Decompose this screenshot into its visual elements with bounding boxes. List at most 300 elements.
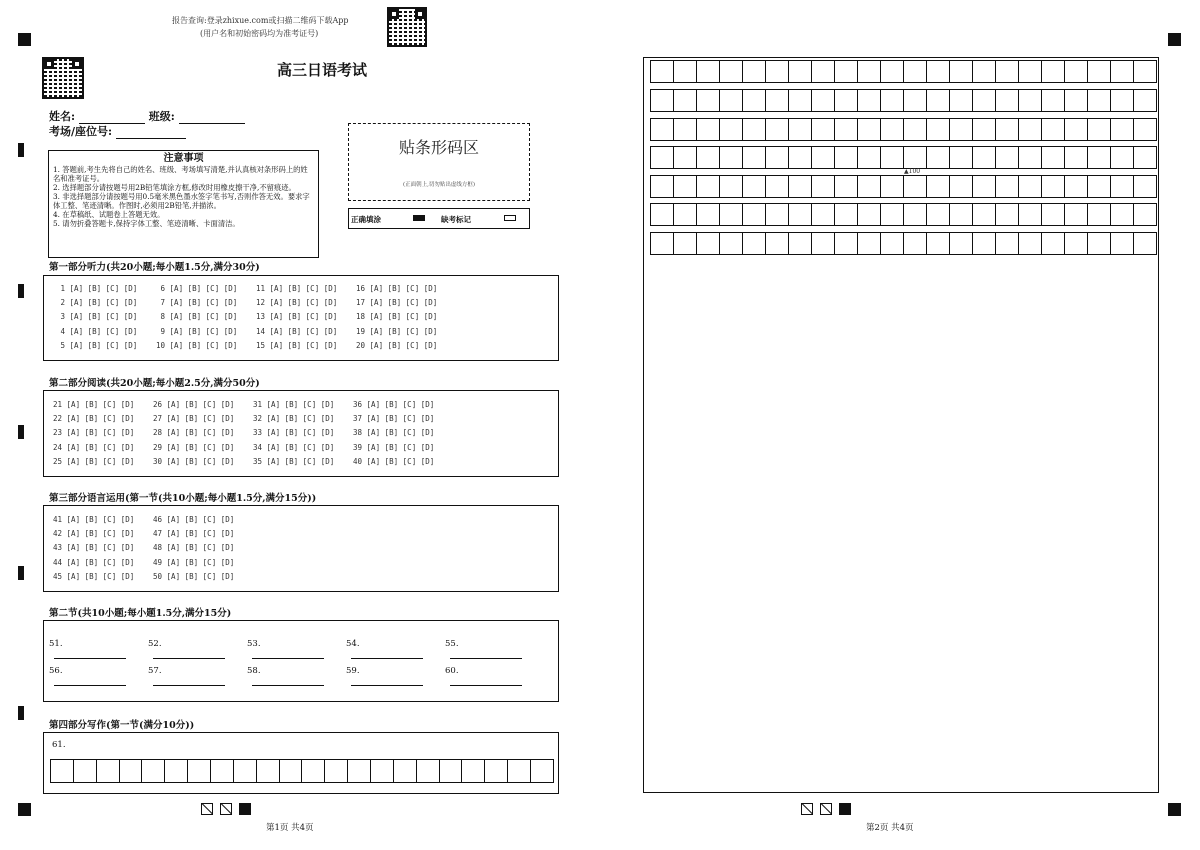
writing-cell[interactable] xyxy=(1019,61,1042,82)
writing-cell[interactable] xyxy=(720,119,743,140)
writing-cell[interactable] xyxy=(743,90,766,111)
question-9-options[interactable]: 9 [A] [B] [C] [D] xyxy=(156,326,238,336)
blank-label: 57. xyxy=(148,666,162,676)
writing-cell[interactable] xyxy=(835,204,858,225)
blank-57 xyxy=(148,666,225,686)
absent-mark-box[interactable] xyxy=(504,215,516,221)
question-29-options[interactable]: 29 [A] [B] [C] [D] xyxy=(153,442,235,452)
question-18-options[interactable]: 18 [A] [B] [C] [D] xyxy=(356,312,438,322)
writing-cell[interactable] xyxy=(211,760,234,782)
writing-cell[interactable] xyxy=(789,90,812,111)
question-35-options[interactable]: 35 [A] [B] [C] [D] xyxy=(253,456,335,466)
writing-cell[interactable] xyxy=(743,119,766,140)
writing-cell[interactable] xyxy=(973,204,996,225)
blank-field[interactable] xyxy=(450,676,522,686)
writing-cell[interactable] xyxy=(697,147,720,168)
page2-number: 第2页 共4页 xyxy=(866,823,914,833)
writing-cell[interactable] xyxy=(904,90,927,111)
writing-cell[interactable] xyxy=(766,204,789,225)
question-31-options[interactable]: 31 [A] [B] [C] [D] xyxy=(253,400,335,409)
writing-cell[interactable] xyxy=(1134,233,1156,254)
writing-cell[interactable] xyxy=(743,176,766,197)
writing-label: 61. xyxy=(52,740,66,750)
option-column xyxy=(53,400,153,466)
question-44-options[interactable]: 44 [A] [B] [C] [D] xyxy=(53,557,135,567)
writing-cell[interactable] xyxy=(51,760,74,782)
writing-cell[interactable] xyxy=(1065,204,1088,225)
part3-title: 第三部分语言运用(第一节(共10小题;每小题1.5分,满分15分)) xyxy=(49,493,317,504)
part3-options xyxy=(53,515,253,581)
writing-cell[interactable] xyxy=(325,760,348,782)
blank-label: 58. xyxy=(247,666,261,676)
writing-cell[interactable] xyxy=(508,760,531,782)
writing-cell[interactable] xyxy=(812,204,835,225)
blank-field[interactable] xyxy=(54,649,126,659)
writing-cell[interactable] xyxy=(904,119,927,140)
writing-cell[interactable] xyxy=(835,61,858,82)
writing-cell[interactable] xyxy=(1019,147,1042,168)
question-25-options[interactable]: 25 [A] [B] [C] [D] xyxy=(53,456,135,466)
writing-cell[interactable] xyxy=(996,147,1019,168)
writing-cell[interactable] xyxy=(1019,119,1042,140)
writing-cell[interactable] xyxy=(835,119,858,140)
correct-fill-sample xyxy=(413,215,425,221)
writing-cell[interactable] xyxy=(651,176,674,197)
writing-cell[interactable] xyxy=(835,233,858,254)
writing-cell[interactable] xyxy=(927,119,950,140)
writing-cell[interactable] xyxy=(651,233,674,254)
writing-cell[interactable] xyxy=(743,147,766,168)
writing-cell[interactable] xyxy=(674,61,697,82)
writing-cell[interactable] xyxy=(417,760,440,782)
writing-cell[interactable] xyxy=(835,90,858,111)
question-28-options[interactable]: 28 [A] [B] [C] [D] xyxy=(153,428,235,438)
writing-cell[interactable] xyxy=(858,176,881,197)
writing-cell[interactable] xyxy=(950,119,973,140)
writing-cell[interactable] xyxy=(1042,90,1065,111)
question-8-options[interactable]: 8 [A] [B] [C] [D] xyxy=(156,312,238,322)
question-43-options[interactable]: 43 [A] [B] [C] [D] xyxy=(53,543,135,553)
writing-cell[interactable] xyxy=(881,61,904,82)
writing-cell[interactable] xyxy=(996,90,1019,111)
timing-mark xyxy=(18,143,24,157)
writing-cell[interactable] xyxy=(651,119,674,140)
writing-cell[interactable] xyxy=(165,760,188,782)
exam-title: 高三日语考试 xyxy=(277,61,368,79)
writing-cell[interactable] xyxy=(950,147,973,168)
writing-cell[interactable] xyxy=(74,760,97,782)
question-20-options[interactable]: 20 [A] [B] [C] [D] xyxy=(356,340,438,350)
header-qr-code xyxy=(387,7,427,47)
writing-cell[interactable] xyxy=(1065,233,1088,254)
writing-cell[interactable] xyxy=(462,760,485,782)
writing-cell[interactable] xyxy=(394,760,417,782)
writing-cell[interactable] xyxy=(743,61,766,82)
writing-cell[interactable] xyxy=(996,233,1019,254)
writing-cell[interactable] xyxy=(1065,90,1088,111)
writing-cell[interactable] xyxy=(812,233,835,254)
writing-cell[interactable] xyxy=(697,90,720,111)
writing-cell[interactable] xyxy=(371,760,394,782)
question-24-options[interactable]: 24 [A] [B] [C] [D] xyxy=(53,442,135,452)
writing-cell[interactable] xyxy=(697,233,720,254)
writing-cell[interactable] xyxy=(996,61,1019,82)
writing-cell[interactable] xyxy=(996,204,1019,225)
question-3-options[interactable]: 3 [A] [B] [C] [D] xyxy=(56,312,138,322)
writing-cell[interactable] xyxy=(674,147,697,168)
question-12-options[interactable]: 12 [A] [B] [C] [D] xyxy=(256,298,338,308)
option-column xyxy=(153,515,253,581)
writing-cell[interactable] xyxy=(789,176,812,197)
writing-cell[interactable] xyxy=(858,204,881,225)
writing-cell[interactable] xyxy=(950,90,973,111)
writing-cell[interactable] xyxy=(302,760,325,782)
blank-51 xyxy=(49,639,126,659)
writing-cell[interactable] xyxy=(766,119,789,140)
question-37-options[interactable]: 37 [A] [B] [C] [D] xyxy=(353,414,435,424)
question-46-options[interactable]: 46 [A] [B] [C] [D] xyxy=(153,515,235,524)
writing-cell[interactable] xyxy=(927,204,950,225)
writing-cell[interactable] xyxy=(674,119,697,140)
writing-cell[interactable] xyxy=(1088,147,1111,168)
timing-mark xyxy=(18,706,24,720)
question-40-options[interactable]: 40 [A] [B] [C] [D] xyxy=(353,456,435,466)
grid-row xyxy=(650,118,1157,141)
notice-title: 注意事项 xyxy=(163,153,204,164)
report-query-line: 报告查询:登录zhixue.com或扫描二维码下载App xyxy=(172,16,349,25)
writing-cell[interactable] xyxy=(1088,119,1111,140)
writing-cell[interactable] xyxy=(1042,204,1065,225)
footer-mark-box xyxy=(201,803,213,815)
option-column xyxy=(253,400,353,466)
writing-cell[interactable] xyxy=(1042,61,1065,82)
writing-cell[interactable] xyxy=(904,176,927,197)
question-11-options[interactable]: 11 [A] [B] [C] [D] xyxy=(256,284,338,293)
blank-field[interactable] xyxy=(54,676,126,686)
writing-cell[interactable] xyxy=(950,176,973,197)
question-19-options[interactable]: 19 [A] [B] [C] [D] xyxy=(356,326,438,336)
writing-cell[interactable] xyxy=(881,119,904,140)
timing-mark xyxy=(18,566,24,580)
writing-cell[interactable] xyxy=(1065,61,1088,82)
question-27-options[interactable]: 27 [A] [B] [C] [D] xyxy=(153,414,235,424)
fill-blank-box xyxy=(43,620,559,702)
writing-cell[interactable] xyxy=(1134,147,1156,168)
writing-cell[interactable] xyxy=(950,204,973,225)
writing-cell[interactable] xyxy=(188,760,211,782)
blank-label: 51. xyxy=(49,639,63,649)
writing-cell[interactable] xyxy=(927,176,950,197)
question-41-options[interactable]: 41 [A] [B] [C] [D] xyxy=(53,515,135,524)
fill-legend xyxy=(348,208,530,229)
writing-cell[interactable] xyxy=(881,176,904,197)
writing-cell[interactable] xyxy=(485,760,508,782)
question-10-options[interactable]: 10 [A] [B] [C] [D] xyxy=(156,340,238,350)
writing-cell[interactable] xyxy=(1111,176,1134,197)
blank-field[interactable] xyxy=(252,676,324,686)
writing-cell[interactable] xyxy=(440,760,463,782)
blank-field[interactable] xyxy=(351,676,423,686)
grid-row xyxy=(650,60,1157,83)
question-30-options[interactable]: 30 [A] [B] [C] [D] xyxy=(153,456,235,466)
writing-cell[interactable] xyxy=(927,61,950,82)
footer-mark-box xyxy=(820,803,832,815)
question-50-options[interactable]: 50 [A] [B] [C] [D] xyxy=(153,571,235,581)
writing-cell[interactable] xyxy=(1088,204,1111,225)
writing-cell[interactable] xyxy=(1111,61,1134,82)
footer-mark-box xyxy=(801,803,813,815)
writing-cell[interactable] xyxy=(1065,147,1088,168)
writing-cell[interactable] xyxy=(1042,233,1065,254)
blank-52 xyxy=(148,639,225,659)
writing-cell[interactable] xyxy=(1134,204,1156,225)
question-22-options[interactable]: 22 [A] [B] [C] [D] xyxy=(53,414,135,424)
writing-cell[interactable] xyxy=(674,90,697,111)
question-26-options[interactable]: 26 [A] [B] [C] [D] xyxy=(153,400,235,409)
writing-cell[interactable] xyxy=(789,61,812,82)
writing-cell[interactable] xyxy=(1111,147,1134,168)
notice-item-5: 5. 请勿折叠答题卡,保持字体工整、笔迹清晰、卡面清洁。 xyxy=(53,219,240,228)
writing-cell[interactable] xyxy=(1088,176,1111,197)
writing-cell[interactable] xyxy=(531,760,553,782)
room-field[interactable] xyxy=(116,126,186,139)
question-36-options[interactable]: 36 [A] [B] [C] [D] xyxy=(353,400,435,409)
writing-cell[interactable] xyxy=(766,233,789,254)
blank-field[interactable] xyxy=(153,649,225,659)
writing-cell[interactable] xyxy=(720,204,743,225)
question-2-options[interactable]: 2 [A] [B] [C] [D] xyxy=(56,298,138,308)
writing-cell[interactable] xyxy=(743,233,766,254)
room-row xyxy=(49,123,186,139)
footer-mark-box xyxy=(239,803,251,815)
writing-cell[interactable] xyxy=(651,204,674,225)
writing-cell[interactable] xyxy=(835,147,858,168)
writing-cell[interactable] xyxy=(1019,233,1042,254)
blank-label: 56. xyxy=(49,666,63,676)
writing-cell[interactable] xyxy=(674,233,697,254)
writing-cell[interactable] xyxy=(1088,61,1111,82)
writing-cell[interactable] xyxy=(904,233,927,254)
writing-cell[interactable] xyxy=(743,204,766,225)
writing-cell[interactable] xyxy=(280,760,303,782)
writing-cell[interactable] xyxy=(697,61,720,82)
writing-cell[interactable] xyxy=(973,61,996,82)
question-32-options[interactable]: 32 [A] [B] [C] [D] xyxy=(253,414,335,424)
writing-cell[interactable] xyxy=(950,233,973,254)
grid-row xyxy=(650,175,1157,198)
writing-cell[interactable] xyxy=(1134,176,1156,197)
question-23-options[interactable]: 23 [A] [B] [C] [D] xyxy=(53,428,135,438)
writing-cell[interactable] xyxy=(789,147,812,168)
writing-cell[interactable] xyxy=(812,61,835,82)
notice-item-1: 1. 答题前,考生先将自己的姓名、班级、考场填写清楚,并认真核对条形码上的姓名和准考证号。 xyxy=(53,165,308,183)
writing-cell[interactable] xyxy=(720,147,743,168)
question-1-options[interactable]: 1 [A] [B] [C] [D] xyxy=(56,284,138,293)
writing-cell[interactable] xyxy=(1088,90,1111,111)
writing-cell[interactable] xyxy=(904,61,927,82)
writing-cell[interactable] xyxy=(881,90,904,111)
writing-cell[interactable] xyxy=(858,233,881,254)
grid-row xyxy=(650,203,1157,226)
writing-cell[interactable] xyxy=(812,119,835,140)
question-45-options[interactable]: 45 [A] [B] [C] [D] xyxy=(53,571,135,581)
writing-cell[interactable] xyxy=(789,119,812,140)
writing-cell[interactable] xyxy=(257,760,280,782)
writing-cell[interactable] xyxy=(1065,176,1088,197)
writing-cell[interactable] xyxy=(973,233,996,254)
blank-label: 60. xyxy=(445,666,459,676)
writing-cell[interactable] xyxy=(766,147,789,168)
notice-item-4: 4. 在草稿纸、试题卷上答题无效。 xyxy=(53,210,165,219)
question-34-options[interactable]: 34 [A] [B] [C] [D] xyxy=(253,442,335,452)
writing-cell[interactable] xyxy=(1019,176,1042,197)
writing-cell[interactable] xyxy=(881,233,904,254)
question-21-options[interactable]: 21 [A] [B] [C] [D] xyxy=(53,400,135,409)
writing-cell[interactable] xyxy=(858,119,881,140)
question-42-options[interactable]: 42 [A] [B] [C] [D] xyxy=(53,529,135,539)
blank-56 xyxy=(49,666,126,686)
writing-cell[interactable] xyxy=(835,176,858,197)
barcode-title: 贴条形码区 xyxy=(398,138,479,157)
notice-item-3: 3. 非选择题部分请按题号用0.5毫米黑色墨水签字笔书写,否则作答无效。要求字体工整、笔迹清晰。作图时,必须用2B铅笔,并描浓。 xyxy=(53,192,310,210)
writing-cell[interactable] xyxy=(996,119,1019,140)
writing-cell[interactable] xyxy=(1019,204,1042,225)
class-field[interactable] xyxy=(179,111,245,124)
writing-cell[interactable] xyxy=(720,176,743,197)
writing-cell[interactable] xyxy=(950,61,973,82)
writing-cell[interactable] xyxy=(120,760,143,782)
question-49-options[interactable]: 49 [A] [B] [C] [D] xyxy=(153,557,235,567)
notice-box xyxy=(48,150,319,258)
writing-cell[interactable] xyxy=(904,147,927,168)
writing-cell[interactable] xyxy=(1088,233,1111,254)
writing-cell[interactable] xyxy=(1111,119,1134,140)
absent-mark-label: 缺考标记 xyxy=(441,215,471,224)
writing-cell[interactable] xyxy=(927,233,950,254)
writing-cell[interactable] xyxy=(1134,61,1156,82)
part3-answer-box xyxy=(43,505,559,592)
question-17-options[interactable]: 17 [A] [B] [C] [D] xyxy=(356,298,438,308)
writing-cell[interactable] xyxy=(1134,119,1156,140)
writing-cell[interactable] xyxy=(973,90,996,111)
writing-cell[interactable] xyxy=(904,204,927,225)
writing-cell[interactable] xyxy=(1065,119,1088,140)
writing-cell[interactable] xyxy=(812,90,835,111)
grid-row xyxy=(650,232,1157,255)
blank-field[interactable] xyxy=(252,649,324,659)
barcode-area xyxy=(348,123,530,201)
writing-cell[interactable] xyxy=(97,760,120,782)
writing-cell[interactable] xyxy=(348,760,371,782)
writing-cell[interactable] xyxy=(697,204,720,225)
question-47-options[interactable]: 47 [A] [B] [C] [D] xyxy=(153,529,235,539)
part4-title: 第四部分写作(第一节(满分10分)) xyxy=(49,720,195,731)
question-13-options[interactable]: 13 [A] [B] [C] [D] xyxy=(256,312,338,322)
writing-cell[interactable] xyxy=(697,119,720,140)
writing-cell[interactable] xyxy=(720,90,743,111)
question-15-options[interactable]: 15 [A] [B] [C] [D] xyxy=(256,340,338,350)
writing-cell[interactable] xyxy=(1042,176,1065,197)
writing-cell[interactable] xyxy=(996,176,1019,197)
writing-cell[interactable] xyxy=(858,61,881,82)
question-33-options[interactable]: 33 [A] [B] [C] [D] xyxy=(253,428,335,438)
writing-cell[interactable] xyxy=(766,90,789,111)
writing-cell[interactable] xyxy=(1111,233,1134,254)
writing-cell[interactable] xyxy=(973,119,996,140)
page2-word-count-mark: ▲100 xyxy=(904,168,921,175)
footer-mark-box xyxy=(839,803,851,815)
notice-item-2: 2. 选择题部分请按题号用2B铅笔填涂方框,修改时用橡皮擦干净,不留痕迹。 xyxy=(53,183,296,192)
blank-label: 52. xyxy=(148,639,162,649)
writing-cell[interactable] xyxy=(881,204,904,225)
writing-cell[interactable] xyxy=(674,204,697,225)
writing-cell[interactable] xyxy=(651,90,674,111)
writing-cell[interactable] xyxy=(789,204,812,225)
writing-cell[interactable] xyxy=(858,147,881,168)
option-column xyxy=(53,515,153,581)
writing-cell[interactable] xyxy=(973,147,996,168)
writing-cell[interactable] xyxy=(1019,90,1042,111)
writing-cell[interactable] xyxy=(789,233,812,254)
writing-cell[interactable] xyxy=(674,176,697,197)
writing-cell[interactable] xyxy=(812,176,835,197)
question-39-options[interactable]: 39 [A] [B] [C] [D] xyxy=(353,442,435,452)
blank-55 xyxy=(445,639,522,659)
question-14-options[interactable]: 14 [A] [B] [C] [D] xyxy=(256,326,338,336)
grid-row xyxy=(650,146,1157,169)
writing-cell[interactable] xyxy=(720,61,743,82)
writing-cell[interactable] xyxy=(1042,119,1065,140)
writing-cell[interactable] xyxy=(1111,90,1134,111)
question-38-options[interactable]: 38 [A] [B] [C] [D] xyxy=(353,428,435,438)
writing-cell[interactable] xyxy=(1134,90,1156,111)
blank-field[interactable] xyxy=(450,649,522,659)
option-column xyxy=(356,284,456,350)
writing-cell[interactable] xyxy=(927,90,950,111)
writing-cell[interactable] xyxy=(651,61,674,82)
writing-cell[interactable] xyxy=(142,760,165,782)
writing-grid[interactable] xyxy=(50,759,554,783)
writing-cell[interactable] xyxy=(697,176,720,197)
question-6-options[interactable]: 6 [A] [B] [C] [D] xyxy=(156,284,238,293)
writing-cell[interactable] xyxy=(720,233,743,254)
writing-cell[interactable] xyxy=(651,147,674,168)
writing-cell[interactable] xyxy=(858,90,881,111)
writing-cell[interactable] xyxy=(881,147,904,168)
writing-cell[interactable] xyxy=(812,147,835,168)
question-7-options[interactable]: 7 [A] [B] [C] [D] xyxy=(156,298,238,308)
writing-cell[interactable] xyxy=(766,176,789,197)
question-5-options[interactable]: 5 [A] [B] [C] [D] xyxy=(56,340,138,350)
writing-cell[interactable] xyxy=(973,176,996,197)
corner-mark-bottom-left xyxy=(18,803,31,816)
writing-cell[interactable] xyxy=(766,61,789,82)
timing-mark xyxy=(18,284,24,298)
question-4-options[interactable]: 4 [A] [B] [C] [D] xyxy=(56,326,138,336)
blank-field[interactable] xyxy=(351,649,423,659)
blank-field[interactable] xyxy=(153,676,225,686)
barcode-note: (正面朝上,切勿贴出虚线方框) xyxy=(402,182,476,188)
credentials-note: (用户名和初始密码均为准考证号) xyxy=(200,29,319,38)
question-16-options[interactable]: 16 [A] [B] [C] [D] xyxy=(356,284,438,293)
writing-cell[interactable] xyxy=(927,147,950,168)
writing-cell[interactable] xyxy=(1042,147,1065,168)
blank-60 xyxy=(445,666,522,686)
question-48-options[interactable]: 48 [A] [B] [C] [D] xyxy=(153,543,235,553)
writing-cell[interactable] xyxy=(1111,204,1134,225)
writing-cell[interactable] xyxy=(234,760,257,782)
name-label: 姓名: xyxy=(49,110,76,123)
